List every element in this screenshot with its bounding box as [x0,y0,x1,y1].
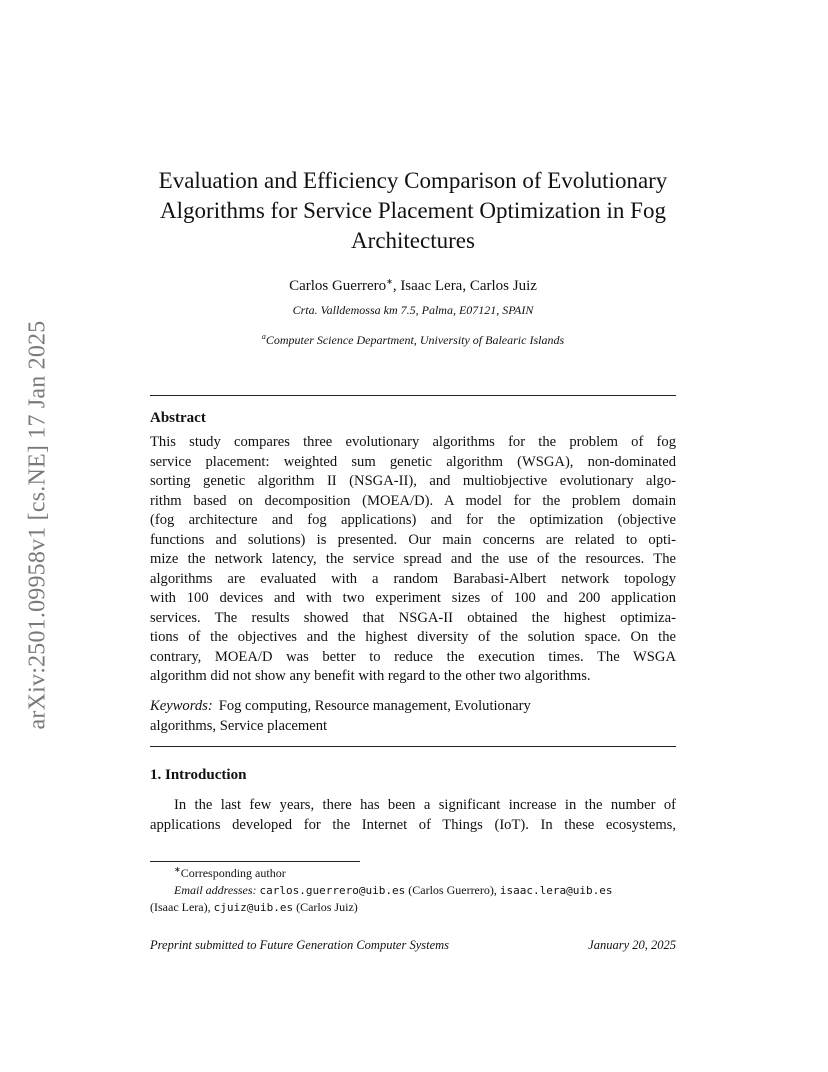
introduction-body [150,795,676,835]
keywords [150,696,676,736]
keywords-label: Keywords: [150,698,213,714]
footnote-rule [150,861,360,862]
keywords-line: algorithms, Service placement [150,718,328,734]
author-first: Carlos Guerrero [289,278,387,294]
abstract-bottom-rule [150,746,676,747]
title-line: Architectures [351,228,475,253]
footnote-mark: ∗ [174,865,181,874]
abstract-line: rithm based on decomposition (MOEA/D). A model for the problem domain [150,492,676,509]
preprint-note: Preprint submitted to Future Generation Computer Systems [150,938,450,952]
abstract-line: sorting genetic algorithm II (NSGA-II), and multiobjective evolutionary algo- [150,473,676,489]
abstract-line: services. The results showed that NSGA-II obtained the highest optimiza- [150,609,676,626]
author-list [150,276,676,296]
abstract-line: functions and solutions) is presented. Our main concerns are related to opti- [150,531,676,548]
abstract-line: service placement: weighted sum genetic algorithm (WSGA), non-dominated [150,453,676,470]
email-link-guerrero[interactable]: carlos.guerrero@uib.es [259,884,406,897]
abstract-line: contrary, MOEA/D was better to reduce the execution times. The WSGA [150,648,676,665]
abstract-body [150,433,676,687]
abstract-line: tions of the objectives and the highest diversity of the solution space. On the [150,629,676,645]
abstract-line: mize the network latency, the service spread and the use of the resources. The [150,551,676,567]
affiliation-mark: a [261,332,266,341]
title-line: Evaluation and Efficiency Comparison of Evolutionary [158,168,668,193]
abstract-line: algorithm did not show any benefit with regard to the other two algorithms. [150,668,591,684]
author-address: Crta. Valldemossa km 7.5, Palma, E07121, SPAIN [292,303,534,317]
footnote-corresponding [150,865,676,882]
email-label: Email addresses: [174,883,257,897]
email-owner: (Carlos Guerrero), [405,883,500,897]
author-rest: , Isaac Lera, Carlos Juiz [392,278,537,294]
affiliation-text: Computer Science Department, University of Balearic Islands [265,333,565,347]
keywords-line [150,696,676,716]
title-line: Algorithms for Service Placement Optimization in Fog [160,198,666,223]
paper-title [150,166,676,256]
abstract-line: algorithms are evaluated with a random Barabasi-Albert network topology [150,570,676,587]
intro-line: In the last few years, there has been a significant increase in the number of [174,797,676,813]
email-owner: (Carlos Juiz) [293,900,358,914]
preprint-date: January 20, 2025 [588,938,676,952]
email-link-juiz[interactable]: cjuiz@uib.es [213,901,294,914]
abstract-line: This study compares three evolutionary algorithms for the problem of fog [150,434,676,450]
abstract-line: with 100 devices and with two experiment sizes of 100 and 200 application [150,590,676,606]
footnote-emails [150,882,676,916]
arxiv-identifier-stamp: arXiv:2501.09958v1 [cs.NE] 17 Jan 2025 [24,320,51,730]
abstract-line: (fog architecture and fog applications) and for the optimization (objective [150,512,676,528]
email-owner: (Isaac Lera), [150,900,214,914]
corresponding-mark: ∗ [386,277,393,286]
abstract-top-rule [150,395,676,396]
intro-line: applications developed for the Internet of Things (IoT). In these ecosystems, [150,817,676,833]
footnote-email-line [150,882,676,899]
email-link-lera[interactable]: isaac.lera@uib.es [499,884,613,897]
keywords-text: Fog computing, Resource management, Evolutionary [218,698,531,714]
footnote-email-line [150,899,676,916]
author-affiliation [150,332,676,348]
abstract-heading: Abstract [150,410,206,426]
section-heading-introduction: 1. Introduction [150,767,247,783]
footnote-corresponding-text: Corresponding author [180,866,286,880]
